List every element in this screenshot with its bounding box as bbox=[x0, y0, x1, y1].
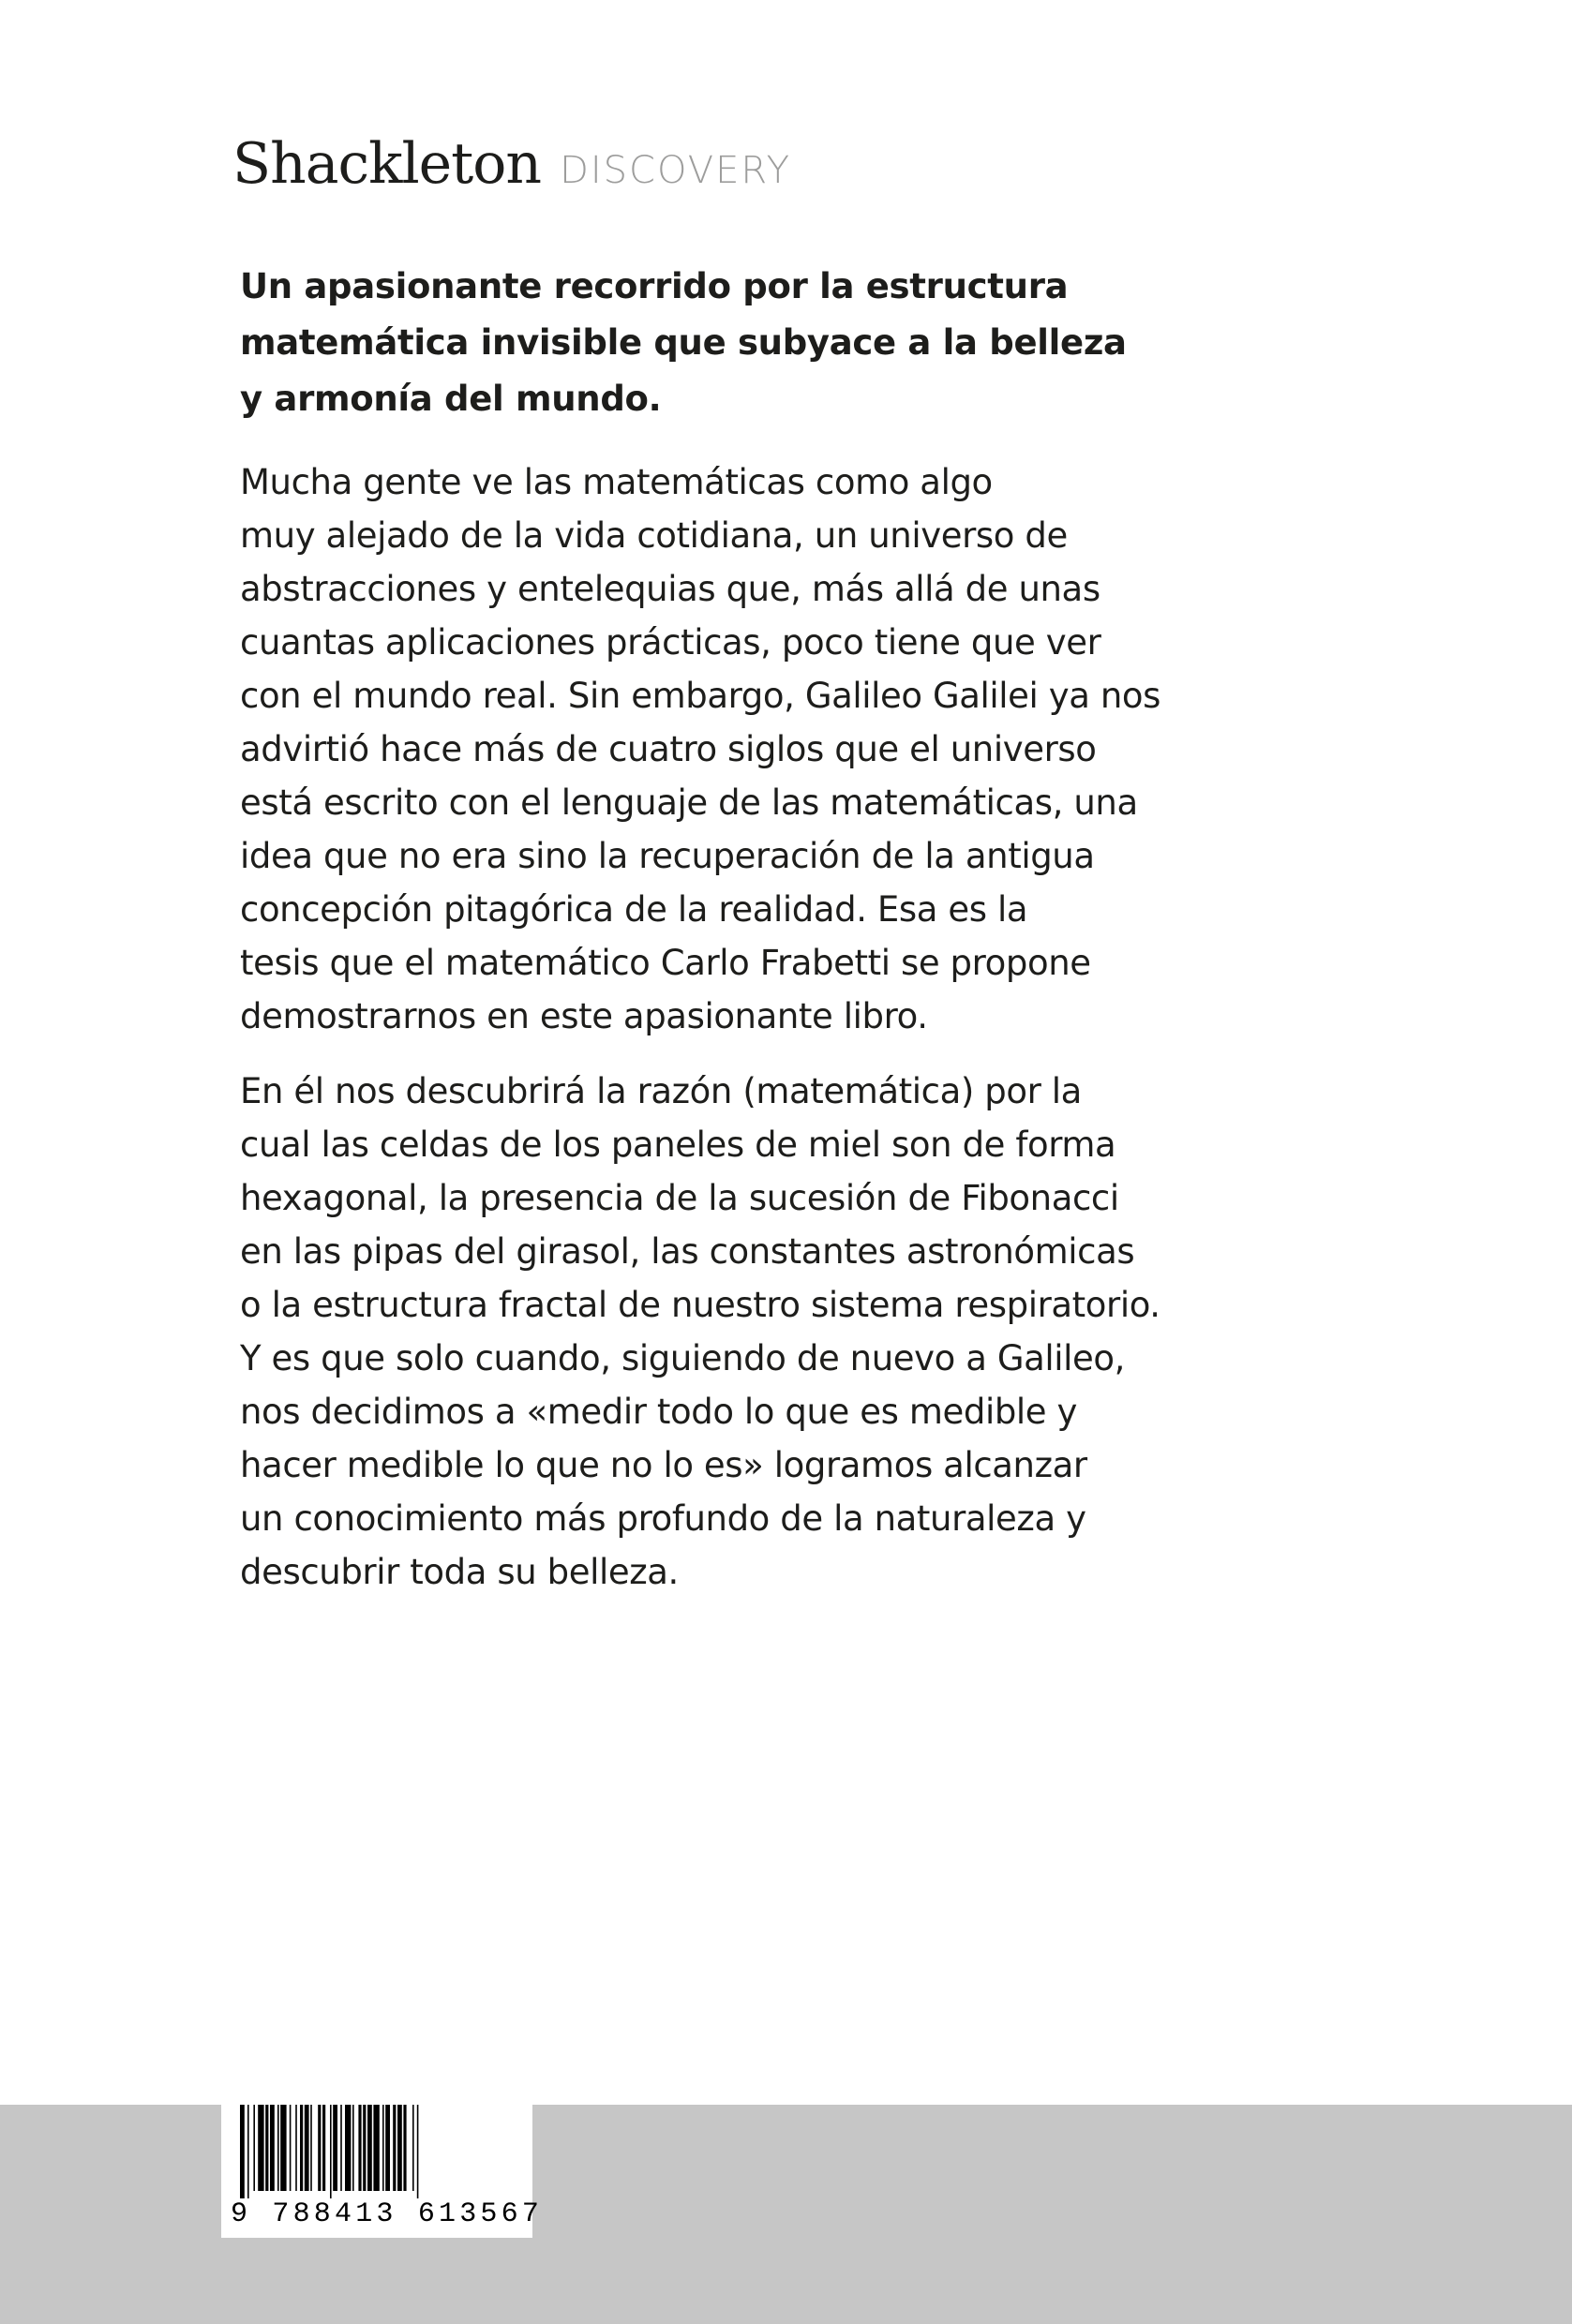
paragraph-line: tesis que el matemático Carlo Frabetti se propone bbox=[240, 943, 1091, 983]
paragraph-line: concepción pitagórica de la realidad. Esa es la bbox=[240, 889, 1028, 930]
headline-line: y armonía del mundo. bbox=[240, 379, 662, 419]
barcode-bar bbox=[280, 2105, 286, 2191]
barcode-bar bbox=[352, 2105, 354, 2191]
paragraph-line: En él nos descubrirá la razón (matemática) por la bbox=[240, 1071, 1082, 1111]
paragraph-line: Y es que solo cuando, siguiendo de nuevo a Galileo, bbox=[240, 1338, 1126, 1378]
barcode-bar bbox=[393, 2105, 396, 2191]
barcode-bar bbox=[265, 2105, 268, 2191]
paragraph-line: Mucha gente ve las matemáticas como algo bbox=[240, 462, 993, 502]
barcode-bar bbox=[417, 2105, 419, 2198]
isbn-digits: 9 788413 613567 bbox=[231, 2198, 544, 2230]
paragraph-line: con el mundo real. Sin embargo, Galileo Galilei ya nos bbox=[240, 676, 1161, 716]
paragraph-line: abstracciones y entelequias que, más allá de unas bbox=[240, 569, 1100, 609]
barcode-bars bbox=[238, 2105, 519, 2198]
barcode-bar bbox=[277, 2105, 279, 2191]
paragraph-line: en las pipas del girasol, las constantes astronómicas bbox=[240, 1231, 1135, 1272]
paragraph-line: hexagonal, la presencia de la sucesión de Fibonacci bbox=[240, 1178, 1119, 1218]
barcode-bar bbox=[305, 2105, 309, 2191]
barcode-bar bbox=[403, 2105, 406, 2191]
barcode-bar bbox=[373, 2105, 379, 2191]
paragraph-line: demostrarnos en este apasionante libro. bbox=[240, 996, 928, 1036]
paragraph-line: idea que no era sino la recuperación de la antigua bbox=[240, 836, 1095, 876]
barcode-bar bbox=[258, 2105, 263, 2191]
headline bbox=[240, 259, 1177, 427]
paragraph-line: un conocimiento más profundo de la naturaleza y bbox=[240, 1498, 1086, 1539]
barcode-bar bbox=[333, 2105, 337, 2191]
barcode-bar bbox=[318, 2105, 321, 2191]
isbn-barcode bbox=[221, 2105, 544, 2238]
barcode-bar bbox=[240, 2105, 245, 2198]
barcode-bar bbox=[290, 2105, 292, 2191]
barcode-bar bbox=[295, 2105, 297, 2191]
paragraph-line: cuantas aplicaciones prácticas, poco tiene que ver bbox=[240, 622, 1101, 663]
synopsis-paragraph-2 bbox=[240, 1065, 1196, 1599]
barcode-bar bbox=[397, 2105, 402, 2191]
paragraph-line: hacer medible lo que no lo es» logramos alcanzar bbox=[240, 1445, 1087, 1485]
barcode-bar bbox=[363, 2105, 366, 2191]
headline-line: matemática invisible que subyace a la belleza bbox=[240, 322, 1127, 363]
headline-line: Un apasionante recorrido por la estructura bbox=[240, 266, 1069, 306]
barcode-bar bbox=[367, 2105, 372, 2191]
barcode-bar bbox=[382, 2105, 384, 2191]
barcode-bar bbox=[358, 2105, 361, 2191]
paragraph-line: está escrito con el lenguaje de las matemáticas, una bbox=[240, 782, 1138, 823]
publisher-logo bbox=[232, 131, 791, 197]
barcode-bar bbox=[310, 2105, 312, 2191]
barcode-bar bbox=[330, 2105, 332, 2198]
barcode-bar bbox=[322, 2105, 325, 2191]
paragraph-line: advirtió hace más de cuatro siglos que el universo bbox=[240, 729, 1097, 769]
barcode-bar bbox=[247, 2105, 249, 2198]
paragraph-line: nos decidimos a «medir todo lo que es medible y bbox=[240, 1392, 1078, 1432]
barcode-bar bbox=[300, 2105, 303, 2191]
barcode-bar bbox=[412, 2105, 414, 2191]
synopsis-paragraph-1 bbox=[240, 455, 1196, 1043]
paragraph-line: cual las celdas de los paneles de miel son de forma bbox=[240, 1125, 1116, 1165]
barcode-bar bbox=[345, 2105, 351, 2191]
barcode-bar bbox=[340, 2105, 342, 2191]
barcode-bar bbox=[270, 2105, 275, 2191]
barcode-bar bbox=[253, 2105, 255, 2191]
barcode-bar bbox=[385, 2105, 390, 2191]
paragraph-line: o la estructura fractal de nuestro sistema respiratorio. bbox=[240, 1285, 1160, 1325]
paragraph-line: descubrir toda su belleza. bbox=[240, 1552, 679, 1592]
collection-name: DISCOVERY bbox=[560, 149, 792, 192]
publisher-name: Shackleton bbox=[232, 131, 542, 197]
paragraph-line: muy alejado de la vida cotidiana, un universo de bbox=[240, 515, 1068, 556]
